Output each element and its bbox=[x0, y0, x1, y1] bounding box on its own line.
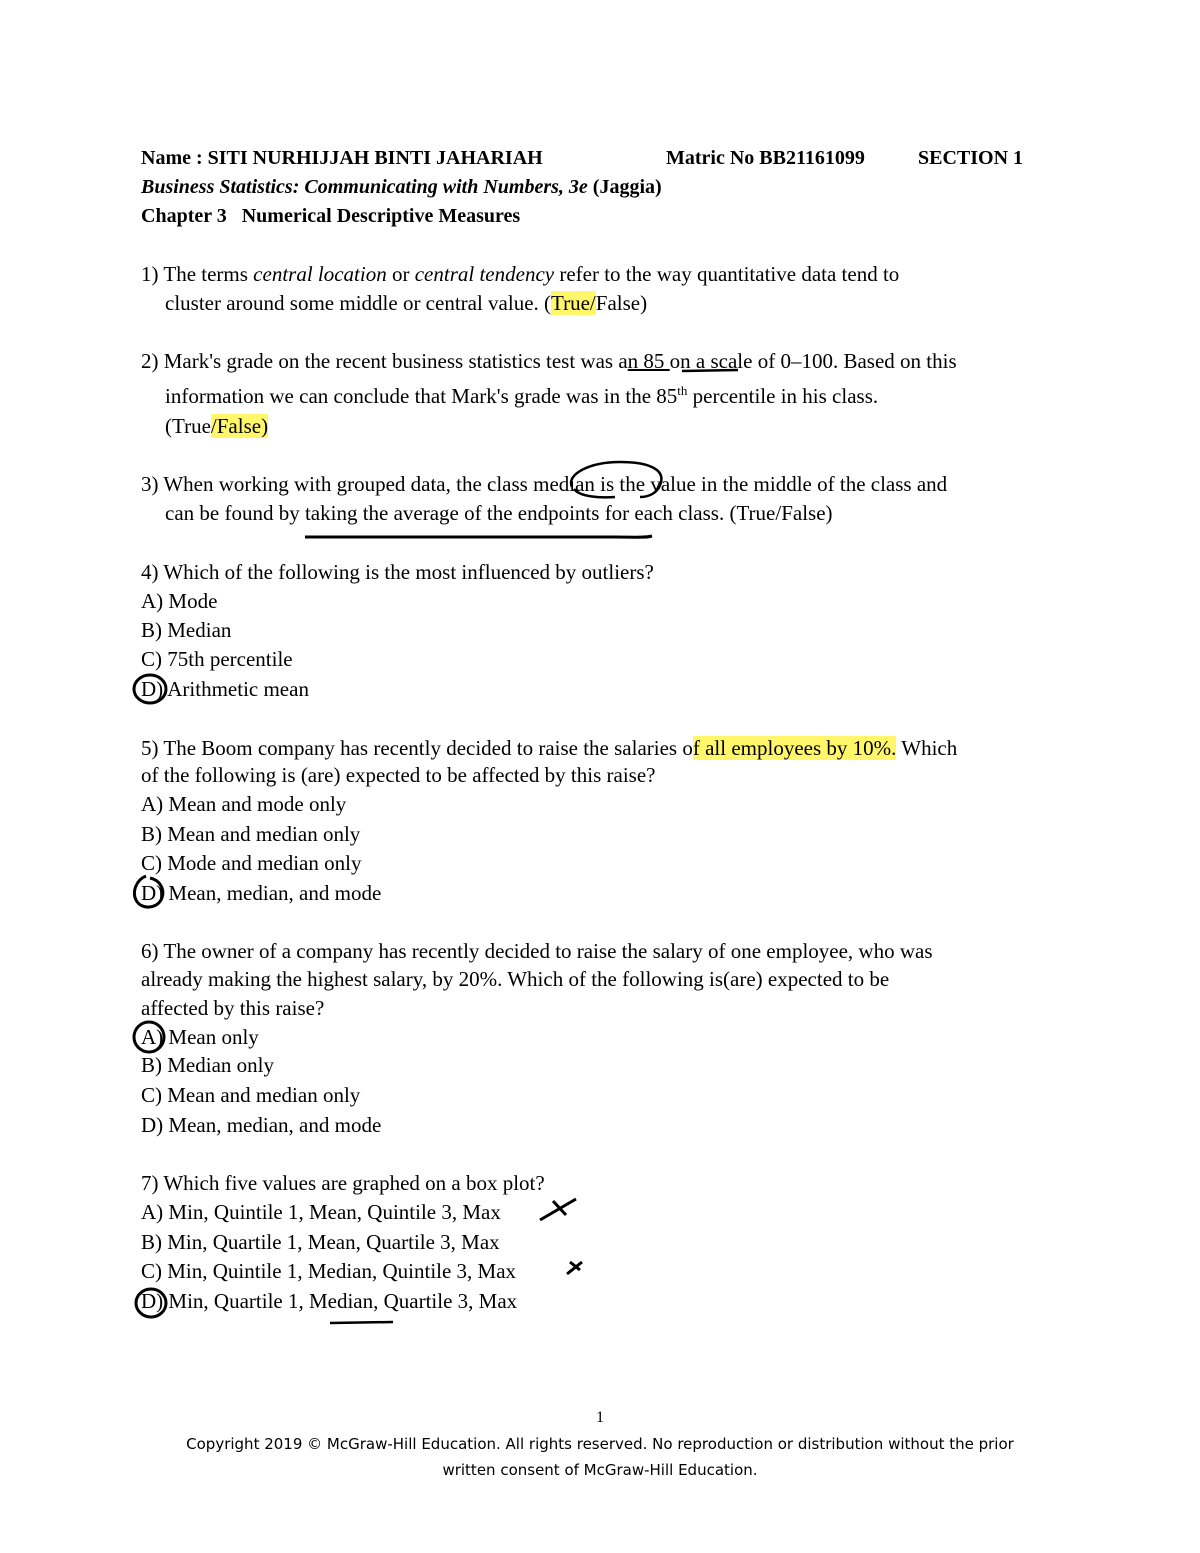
copyright-line-2: written consent of McGraw-Hill Education. bbox=[442, 1461, 758, 1479]
q3-pen-underline bbox=[305, 536, 652, 537]
q2-text: information we can conclude that Mark's grade was in the 85 bbox=[165, 384, 678, 408]
q5-option-d: D) Mean, median, and mode bbox=[141, 881, 382, 905]
q5-text: 5) The Boom company has recently decided to raise the salaries o bbox=[141, 736, 693, 760]
question-1-line-1 bbox=[141, 262, 899, 286]
q3-text: 3) When working with grouped data, the class bbox=[141, 472, 534, 496]
question-3-line-1 bbox=[141, 472, 947, 496]
book-title-line bbox=[141, 175, 662, 199]
matric-number: Matric No BB21161099 bbox=[666, 147, 865, 169]
q5-text: Which bbox=[896, 736, 958, 760]
q5-option-a: A) Mean and mode only bbox=[141, 792, 347, 816]
question-2-line-1 bbox=[141, 349, 957, 373]
q2-text: on a scale of 0–100. Based on this bbox=[669, 349, 957, 373]
question-7-stem: 7) Which five values are graphed on a box plot? bbox=[141, 1171, 545, 1195]
q4-option-c: C) 75th percentile bbox=[141, 647, 293, 671]
q2-underlined-85: n 85 bbox=[627, 349, 670, 373]
book-title: Business Statistics: Communicating with Numbers, 3e bbox=[141, 176, 588, 198]
q1-answer-true-highlight: True/ bbox=[551, 291, 596, 315]
q5-option-c: C) Mode and median only bbox=[141, 851, 362, 875]
question-2-line-3 bbox=[165, 414, 268, 438]
q1-text: refer to the way quantitative data tend to bbox=[554, 262, 900, 286]
q3-circled-word: median bbox=[533, 472, 595, 496]
q7-option-a: A) Min, Quintile 1, Mean, Quintile 3, Max bbox=[141, 1200, 501, 1224]
q7-cross-option-a bbox=[540, 1199, 576, 1220]
question-2-line-2 bbox=[165, 384, 878, 408]
section-label: SECTION 1 bbox=[918, 147, 1024, 169]
q2-superscript: th bbox=[677, 383, 688, 398]
question-3-line-2: can be found by taking the average of the endpoints for each class. (True/False) bbox=[165, 501, 833, 525]
q7-option-b: B) Min, Quartile 1, Mean, Quartile 3, Max bbox=[141, 1230, 500, 1254]
q4-option-d: D) Arithmetic mean bbox=[141, 677, 309, 701]
q1-term-central-tendency: central tendency bbox=[414, 262, 555, 286]
q4-option-a: A) Mode bbox=[141, 589, 218, 613]
q1-text: or bbox=[386, 262, 415, 286]
question-5-line-2: of the following is (are) expected to be affected by this raise? bbox=[141, 763, 656, 787]
q4-option-b: B) Median bbox=[141, 618, 232, 642]
question-1-line-2 bbox=[165, 291, 647, 315]
question-5-line-1 bbox=[141, 736, 957, 760]
q7-option-c: C) Min, Quintile 1, Median, Quintile 3, Max bbox=[141, 1259, 517, 1283]
q7-pen-underline-median bbox=[330, 1322, 393, 1323]
question-4-stem: 4) Which of the following is the most influenced by outliers? bbox=[141, 560, 654, 584]
q1-text: 1) The terms bbox=[141, 262, 254, 286]
book-author: (Jaggia) bbox=[592, 176, 662, 198]
question-6-line-1: 6) The owner of a company has recently decided to raise the salary of one employee, who was bbox=[141, 939, 933, 963]
student-name: Name : SITI NURHIJJAH BINTI JAHARIAH bbox=[141, 147, 543, 169]
q5-highlight: f all employees by 10%. bbox=[692, 736, 897, 760]
q2-answer-false-highlight: /False) bbox=[210, 414, 269, 438]
q6-option-b: B) Median only bbox=[141, 1053, 274, 1077]
q2-true: (True bbox=[165, 414, 211, 438]
q2-text: percentile in his class. bbox=[687, 384, 879, 408]
q3-text: is the value in the middle of the class and bbox=[594, 472, 948, 496]
question-6-line-2: already making the highest salary, by 20%. Which of the following is(are) expected to be bbox=[141, 967, 890, 991]
q1-term-central-location: central location bbox=[253, 262, 387, 286]
q1-text: cluster around some middle or central value. ( bbox=[165, 291, 552, 315]
question-6-line-3: affected by this raise? bbox=[141, 996, 325, 1020]
chapter-title: Chapter 3 Numerical Descriptive Measures bbox=[141, 205, 521, 227]
q1-false: False) bbox=[595, 291, 648, 315]
page-number: 1 bbox=[596, 1409, 604, 1426]
q7-option-d: D) Min, Quartile 1, Median, Quartile 3, Max bbox=[141, 1289, 518, 1313]
q6-option-c: C) Mean and median only bbox=[141, 1083, 361, 1107]
q7-cross-option-c bbox=[567, 1262, 582, 1274]
copyright-line-1: Copyright 2019 © McGraw-Hill Education. All rights reserved. No reproduction or distribution without the prior bbox=[186, 1435, 1014, 1453]
q2-text: 2) Mark's grade on the recent business statistics test was a bbox=[141, 349, 628, 373]
q6-option-d: D) Mean, median, and mode bbox=[141, 1113, 382, 1137]
q6-option-a: A) Mean only bbox=[141, 1025, 259, 1049]
q5-option-b: B) Mean and median only bbox=[141, 822, 361, 846]
